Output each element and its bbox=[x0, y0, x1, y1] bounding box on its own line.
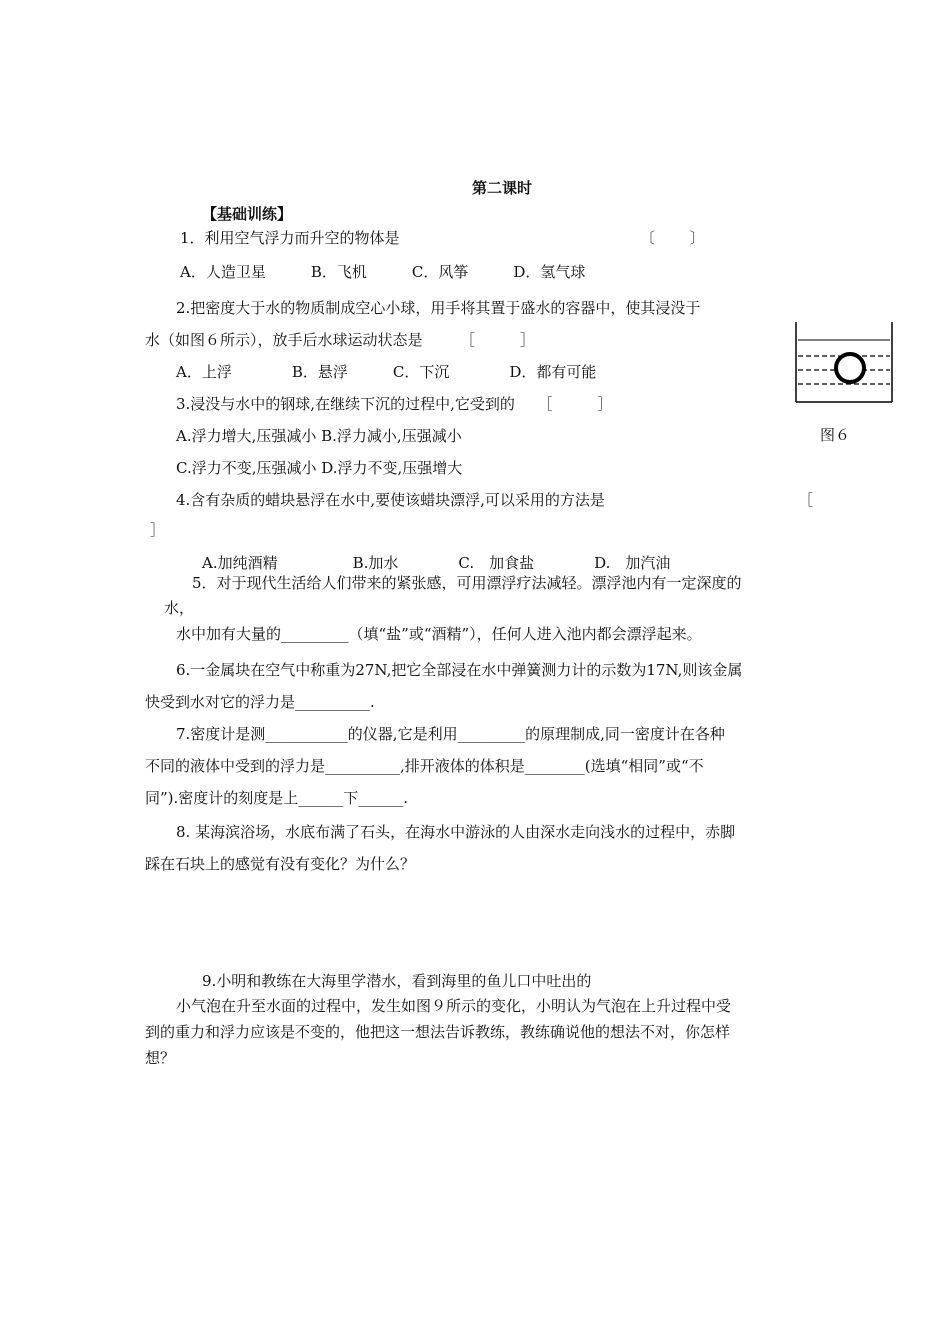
figure-6-caption: 图６ bbox=[820, 426, 851, 444]
question-4-options: A.加纯酒精 B.加水 C. 加食盐 D. 加汽油 bbox=[202, 554, 671, 572]
question-4-bracket-right: ］ bbox=[150, 521, 166, 539]
question-9-line-3: 到的重力和浮力应该是不变的，他把这一想法告诉教练，教练确说他的想法不对，你怎样 bbox=[145, 1023, 731, 1041]
question-5-line-1: 5．对于现代生活给人们带来的紧张感，可用漂浮疗法减轻。漂浮池内有一定深度的 bbox=[192, 574, 742, 592]
question-3: 3.浸没与水中的钢球,在继续下沉的过程中,它受到的 ［ ］ bbox=[176, 395, 613, 413]
question-5-line-3: 水中加有大量的_________（填“盐”或“酒精”），任何人进入池内都会漂浮起来。 bbox=[176, 625, 702, 643]
question-3-options-cd: C.浮力不变,压强减小 D.浮力不变,压强增大 bbox=[176, 459, 463, 477]
page-title: 第二课时 bbox=[472, 179, 533, 197]
question-9-line-1: 9.小明和教练在大海里学潜水，看到海里的鱼儿口中吐出的 bbox=[202, 972, 592, 990]
question-2-line-1: 2.把密度大于水的物质制成空心小球，用手将其置于盛水的容器中，使其浸没于 bbox=[176, 299, 701, 317]
question-2-line-2: 水（如图６所示），放手后水球运动状态是 ［ ］ bbox=[145, 331, 536, 349]
question-9-line-2: 小气泡在升至水面的过程中，发生如图９所示的变化，小明认为气泡在上升过程中受 bbox=[176, 997, 732, 1015]
question-2-options: A．上浮 B．悬浮 C．下沉 D．都有可能 bbox=[176, 363, 597, 381]
question-4-bracket-left: ［ bbox=[798, 491, 814, 509]
question-8-line-1: 8. 某海滨浴场，水底布满了石头，在海水中游泳的人由深水走向浅水的过程中，赤脚 bbox=[176, 823, 736, 841]
question-3-options-ab: A.浮力增大,压强减小 B.浮力减小,压强减小 bbox=[176, 427, 462, 445]
figure-6-container-diagram bbox=[790, 318, 898, 404]
question-6-line-1: 6.一金属块在空气中称重为27N,把它全部浸在水中弹簧测力计的示数为17N,则该金属 bbox=[176, 661, 743, 679]
question-8-line-2: 踩在石块上的感觉有没有变化？为什么？ bbox=[145, 855, 416, 873]
question-6-line-2: 快受到水对它的浮力是__________. bbox=[145, 693, 375, 711]
question-1-options: A．人造卫星 B．飞机 C．风筝 D．氢气球 bbox=[180, 263, 586, 281]
question-9-line-4: 想？ bbox=[145, 1049, 176, 1067]
section-heading: 【基础训练】 bbox=[202, 205, 293, 223]
question-7-line-3: 同”).密度计的刻度是上______下______. bbox=[145, 789, 409, 807]
question-1: 1．利用空气浮力而升空的物体是 bbox=[180, 229, 400, 247]
question-5-line-2: 水， bbox=[164, 599, 195, 617]
question-7-line-2: 不同的液体中受到的浮力是__________,排开液体的体积是________(选填“相同”或“不 bbox=[145, 757, 704, 775]
question-7-line-1: 7.密度计是测___________的仪器,它是利用_________的原理制成,同一密度计在各种 bbox=[176, 725, 725, 743]
question-4: 4.含有杂质的蜡块悬浮在水中,要使该蜡块漂浮,可以采用的方法是 bbox=[176, 491, 605, 509]
question-1-answer-bracket: 〔 〕 bbox=[640, 229, 705, 247]
